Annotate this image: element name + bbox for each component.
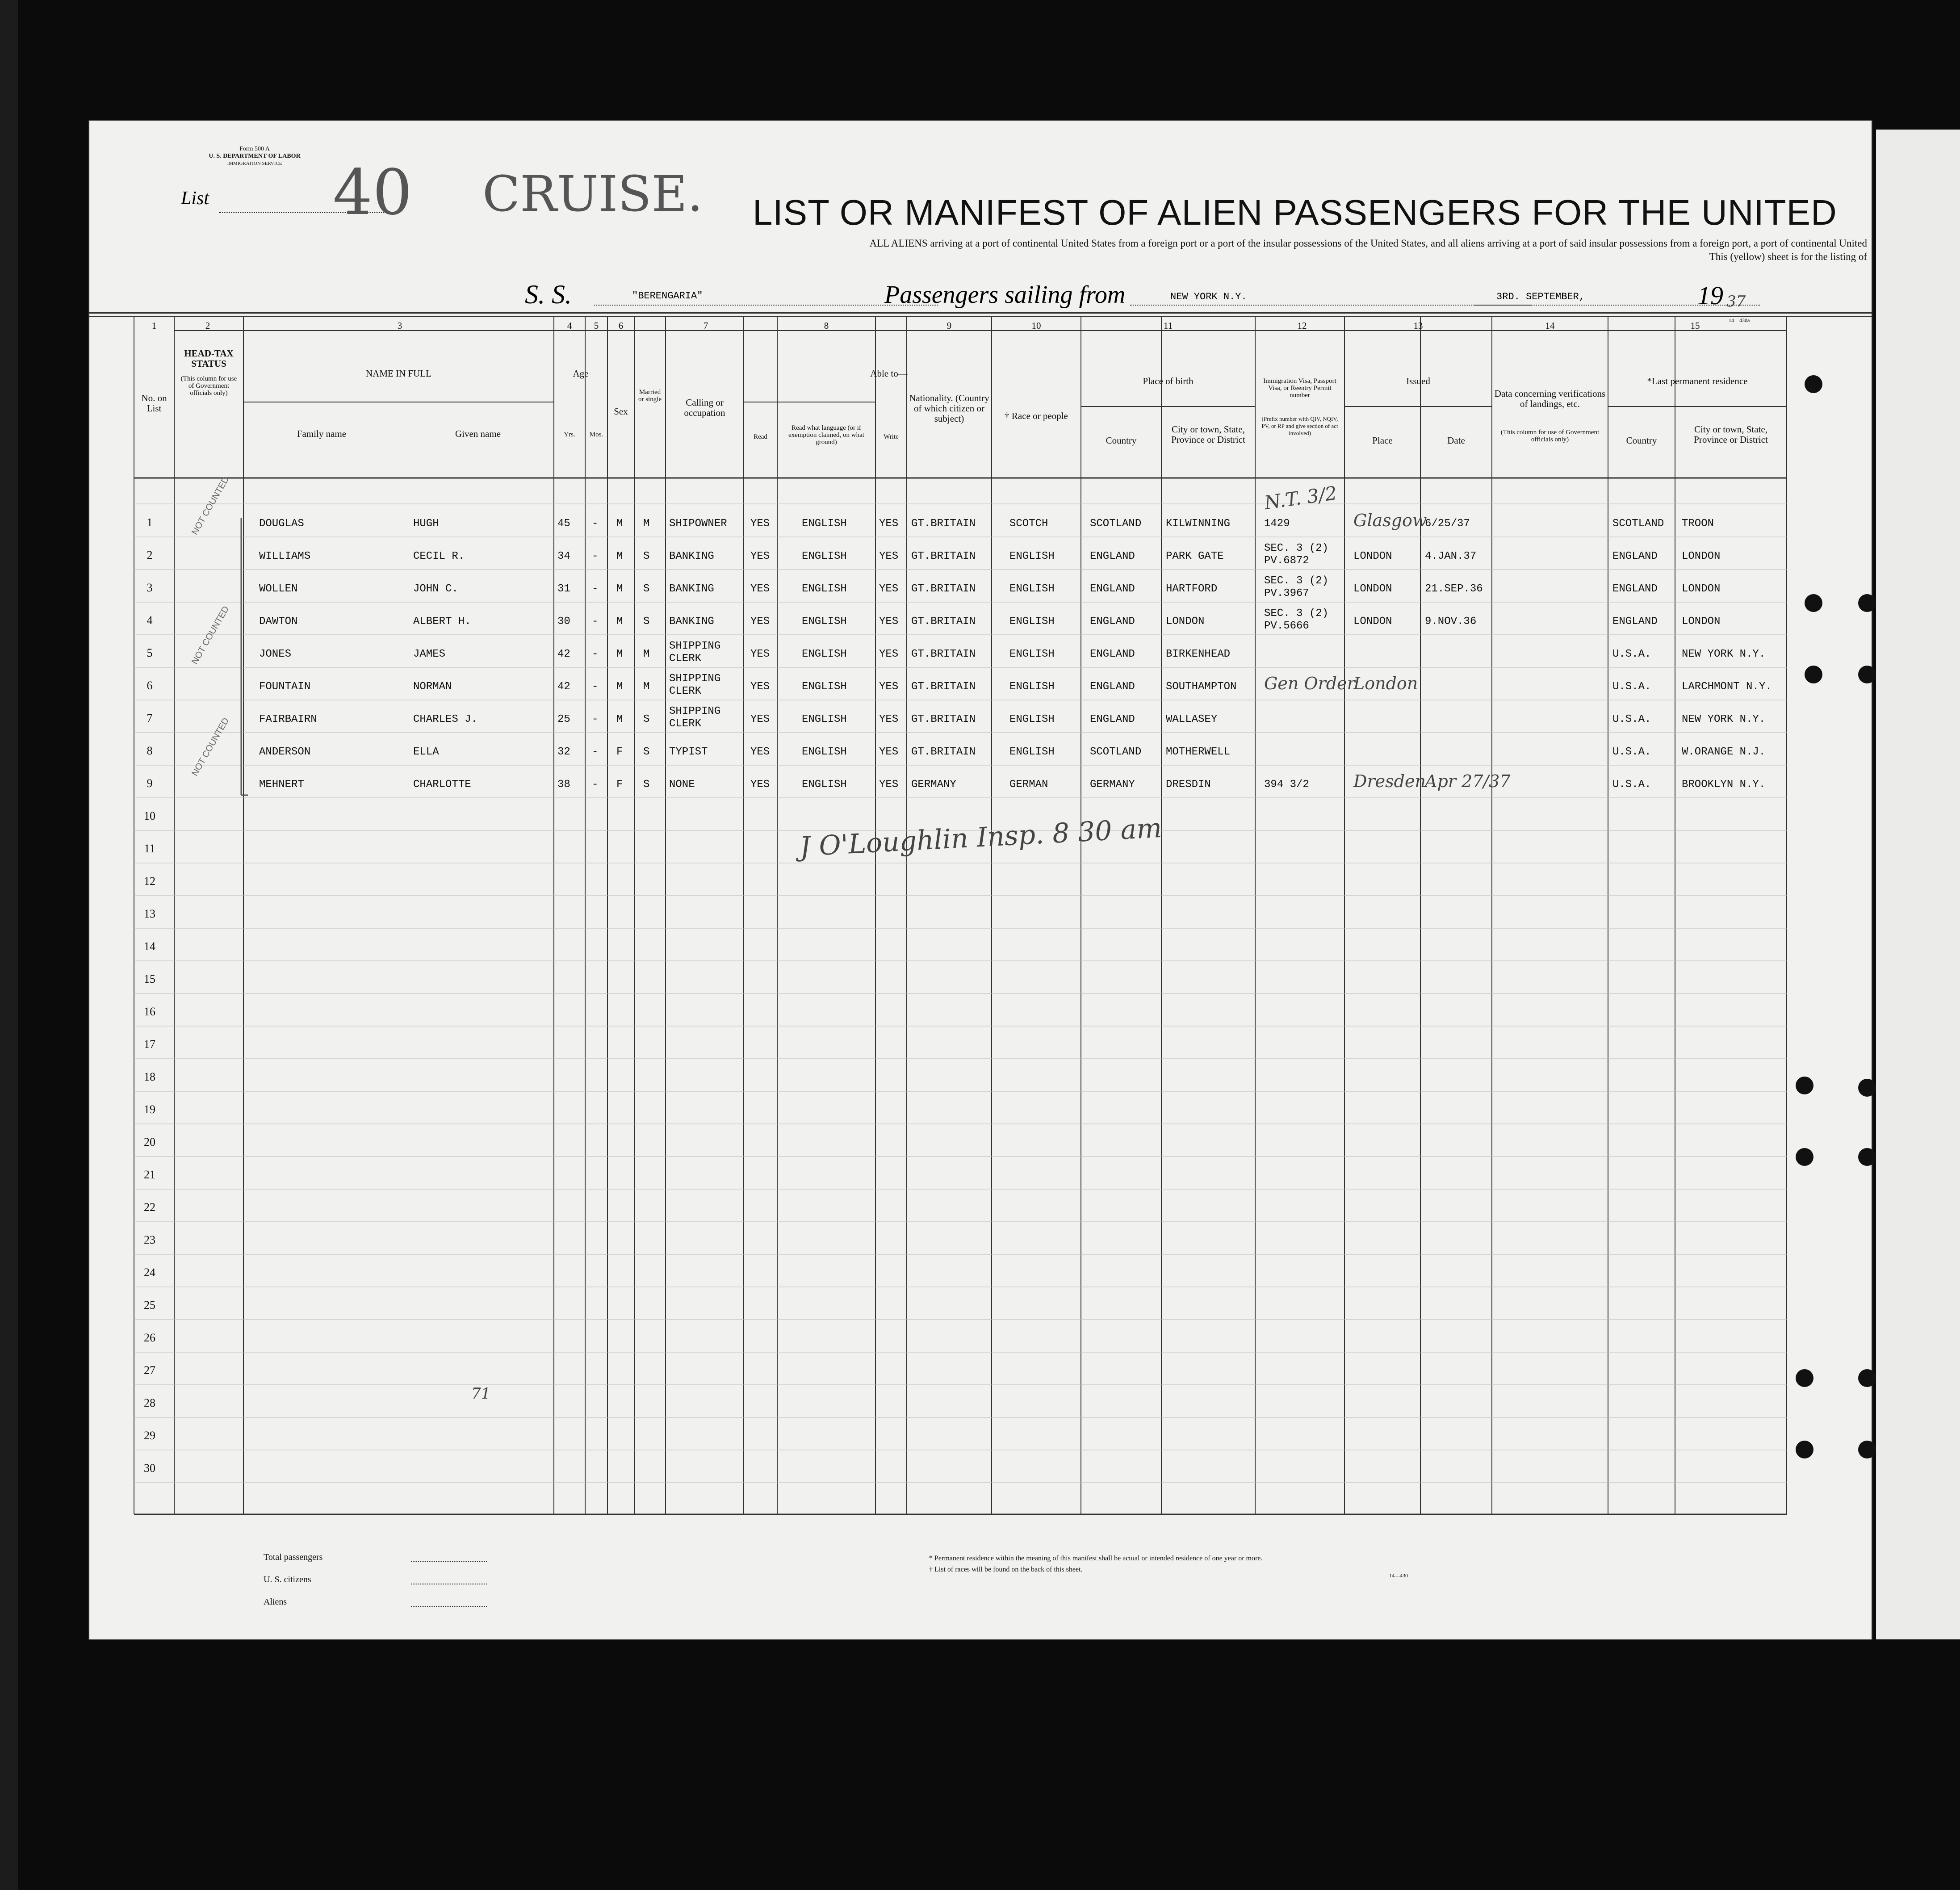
subtitle-line-1: ALL ALIENS arriving at a port of continental United States from a foreign port or a port of the insular possessions of the United States, and all aliens arriving at a port of said insular possessions from a foreign port, a port of continental United bbox=[869, 238, 1867, 249]
row-number: 1 bbox=[147, 516, 153, 529]
can-read: YES bbox=[750, 550, 770, 562]
race: ENGLISH bbox=[1009, 681, 1055, 693]
can-write: YES bbox=[879, 518, 899, 530]
residence-city: NEW YORK N.Y. bbox=[1682, 648, 1766, 660]
hdr-mos: Mos. bbox=[589, 431, 603, 438]
hdr-place-of-birth: Place of birth bbox=[1143, 376, 1194, 386]
sex: M bbox=[616, 713, 623, 725]
col-num-4: 4 bbox=[567, 320, 572, 331]
visa-number: 394 3/2 bbox=[1264, 779, 1309, 791]
row-number: 30 bbox=[144, 1462, 155, 1475]
race: GERMAN bbox=[1009, 779, 1048, 791]
table-grid bbox=[89, 121, 1872, 1639]
footnote-residence: * Permanent residence within the meaning of this manifest shall be actual or intended residence of one year or more. bbox=[929, 1555, 1263, 1562]
occupation: SHIPPING bbox=[669, 705, 721, 717]
family-name: FOUNTAIN bbox=[259, 681, 311, 693]
marital-status: M bbox=[643, 518, 650, 530]
hdr-last-residence: *Last permanent residence bbox=[1647, 376, 1748, 386]
sex: M bbox=[616, 681, 623, 693]
can-write: YES bbox=[879, 648, 899, 660]
sailing-date: 3RD. SEPTEMBER, bbox=[1496, 291, 1585, 302]
hdr-given-name: Given name bbox=[455, 428, 501, 439]
nationality: GT.BRITAIN bbox=[911, 681, 976, 693]
list-number: 40 bbox=[333, 156, 413, 229]
row-number: 25 bbox=[144, 1299, 155, 1312]
marital-status: S bbox=[643, 713, 650, 725]
punch-hole bbox=[1858, 1441, 1876, 1458]
footer-aliens: Aliens bbox=[264, 1597, 287, 1607]
read-language: ENGLISH bbox=[802, 746, 847, 758]
sex: M bbox=[616, 518, 623, 530]
residence-city: LONDON bbox=[1682, 583, 1721, 595]
read-language: ENGLISH bbox=[802, 648, 847, 660]
can-write: YES bbox=[879, 681, 899, 693]
marital-status: S bbox=[643, 616, 650, 628]
residence-country: U.S.A. bbox=[1612, 746, 1651, 758]
row-number: 7 bbox=[147, 712, 153, 725]
visa-number: SEC. 3 (2) bbox=[1264, 575, 1329, 587]
hdr-yrs: Yrs. bbox=[564, 431, 575, 438]
ss-label: S. S. bbox=[525, 280, 572, 309]
hdr-read: Read bbox=[754, 433, 767, 440]
col-num-1: 1 bbox=[151, 320, 157, 331]
can-write: YES bbox=[879, 550, 899, 562]
occupation: SHIPPING bbox=[669, 673, 721, 685]
row-number: 15 bbox=[144, 972, 155, 985]
hdr-head-tax-note: (This column for use of Government officials only) bbox=[180, 375, 237, 397]
family-name: FAIRBAIRN bbox=[259, 713, 317, 725]
row-number: 5 bbox=[147, 646, 153, 659]
occupation: BANKING bbox=[669, 616, 714, 628]
nt-annotation: N.T. 3/2 bbox=[1263, 482, 1339, 514]
given-name: CHARLOTTE bbox=[413, 779, 471, 791]
age-months: - bbox=[592, 616, 599, 628]
age-months: - bbox=[592, 746, 599, 758]
given-name: JAMES bbox=[413, 648, 446, 660]
punch-hole bbox=[1858, 666, 1876, 683]
issued-date: 4.JAN.37 bbox=[1425, 550, 1477, 562]
cruise-mark: CRUISE. bbox=[482, 165, 703, 222]
form-number: Form 500 A bbox=[239, 146, 270, 152]
row-number: 10 bbox=[144, 809, 155, 822]
row-number: 24 bbox=[144, 1266, 155, 1279]
col-num-11: 11 bbox=[1163, 320, 1173, 331]
hdr-family-name: Family name bbox=[297, 428, 347, 439]
residence-country: U.S.A. bbox=[1612, 648, 1651, 660]
sex: F bbox=[616, 779, 623, 791]
marital-status: S bbox=[643, 550, 650, 562]
residence-country: ENGLAND bbox=[1612, 550, 1658, 562]
birth-country: ENGLAND bbox=[1090, 616, 1135, 628]
col-num-9: 9 bbox=[946, 320, 952, 331]
birth-country: SCOTLAND bbox=[1090, 746, 1142, 758]
birth-country: ENGLAND bbox=[1090, 648, 1135, 660]
hdr-married: Married or single bbox=[638, 389, 662, 403]
footer-us-citizens: U. S. citizens bbox=[264, 1575, 311, 1584]
hdr-age: Age bbox=[573, 368, 589, 379]
nationality: GT.BRITAIN bbox=[911, 518, 976, 530]
family-name: DOUGLAS bbox=[259, 518, 304, 530]
row-number: 14 bbox=[144, 940, 155, 953]
age-months: - bbox=[592, 681, 599, 693]
row-number: 3 bbox=[147, 581, 153, 594]
col-num-13: 13 bbox=[1413, 320, 1423, 331]
ship-name: "BERENGARIA" bbox=[632, 290, 703, 302]
inspector-signature: J O'Loughlin Insp. 8 30 am bbox=[799, 812, 1163, 863]
race: SCOTCH bbox=[1009, 518, 1048, 530]
footnote-races: † List of races will be found on the back of this sheet. bbox=[929, 1566, 1083, 1573]
sex: M bbox=[616, 648, 623, 660]
occupation: SHIPOWNER bbox=[669, 518, 727, 530]
can-write: YES bbox=[879, 583, 899, 595]
punch-hole bbox=[1858, 1148, 1876, 1166]
issued-place: LONDON bbox=[1353, 616, 1392, 628]
birth-city: DRESDIN bbox=[1166, 779, 1211, 791]
residence-country: SCOTLAND bbox=[1612, 518, 1664, 530]
hdr-sex: Sex bbox=[614, 406, 628, 417]
punch-hole bbox=[1858, 1079, 1876, 1097]
can-read: YES bbox=[750, 648, 770, 660]
col-num-7: 7 bbox=[703, 320, 708, 331]
birth-country: ENGLAND bbox=[1090, 550, 1135, 562]
sex: M bbox=[616, 616, 623, 628]
race: ENGLISH bbox=[1009, 713, 1055, 725]
age-months: - bbox=[592, 779, 599, 791]
col-num-3: 3 bbox=[397, 320, 402, 331]
hdr-calling: Calling or occupation bbox=[684, 397, 725, 418]
race: ENGLISH bbox=[1009, 648, 1055, 660]
marital-status: M bbox=[643, 681, 650, 693]
sex: M bbox=[616, 583, 623, 595]
sailing-port: NEW YORK N.Y. bbox=[1170, 291, 1247, 302]
family-name: MEHNERT bbox=[259, 779, 304, 791]
row-number: 18 bbox=[144, 1070, 155, 1083]
can-read: YES bbox=[750, 681, 770, 693]
age-months: - bbox=[592, 583, 599, 595]
col-num-15: 15 bbox=[1690, 320, 1700, 331]
hdr-write: Write bbox=[884, 433, 899, 440]
race: ENGLISH bbox=[1009, 550, 1055, 562]
age-years: 30 bbox=[557, 616, 570, 628]
visa-number: SEC. 3 (2) bbox=[1264, 542, 1329, 554]
race: ENGLISH bbox=[1009, 583, 1055, 595]
given-name: HUGH bbox=[413, 518, 439, 530]
read-language: ENGLISH bbox=[802, 681, 847, 693]
row-number: 6 bbox=[147, 679, 153, 692]
issued-date: 21.SEP.36 bbox=[1425, 583, 1483, 595]
age-years: 34 bbox=[557, 550, 570, 562]
punch-hole bbox=[1858, 1369, 1876, 1387]
hdr-head-tax: HEAD-TAX STATUS bbox=[184, 348, 234, 369]
service: IMMIGRATION SERVICE bbox=[227, 161, 282, 166]
residence-city: NEW YORK N.Y. bbox=[1682, 713, 1766, 725]
year-prefix: 19 bbox=[1697, 281, 1723, 310]
birth-country: ENGLAND bbox=[1090, 681, 1135, 693]
can-read: YES bbox=[750, 746, 770, 758]
row-number: 9 bbox=[147, 777, 153, 790]
given-name: CHARLES J. bbox=[413, 713, 478, 725]
col-num-2: 2 bbox=[205, 320, 210, 331]
next-page-edge bbox=[1876, 130, 1960, 1639]
hdr-res-country: Country bbox=[1626, 435, 1657, 446]
age-years: 25 bbox=[557, 713, 570, 725]
residence-country: ENGLAND bbox=[1612, 616, 1658, 628]
age-months: - bbox=[592, 648, 599, 660]
hdr-able-to: Able to— bbox=[870, 368, 908, 379]
can-write: YES bbox=[879, 616, 899, 628]
row-number: 22 bbox=[144, 1201, 155, 1214]
manifest-sheet bbox=[89, 121, 1872, 1639]
hdr-birth-country: Country bbox=[1106, 435, 1137, 446]
row-number: 23 bbox=[144, 1233, 155, 1246]
issued-place: London bbox=[1353, 674, 1418, 693]
margin-number: 14—430a bbox=[1729, 317, 1750, 323]
issued-date: 6/25/37 bbox=[1425, 518, 1470, 530]
year-suffix: 37 bbox=[1726, 293, 1746, 310]
row-number: 21 bbox=[144, 1168, 155, 1181]
occupation: NONE bbox=[669, 779, 695, 791]
list-label: List bbox=[181, 188, 209, 209]
can-read: YES bbox=[750, 713, 770, 725]
not-counted-stamp-1: NOT COUNTED bbox=[190, 475, 231, 536]
hdr-name-in-full: NAME IN FULL bbox=[366, 368, 431, 379]
hdr-race: † Race or people bbox=[1005, 411, 1068, 421]
occupation: BANKING bbox=[669, 550, 714, 562]
punch-hole bbox=[1796, 1441, 1813, 1458]
given-name: JOHN C. bbox=[413, 583, 458, 595]
age-months: - bbox=[592, 550, 599, 562]
hdr-visa: Immigration Visa, Passport Visa, or Reentry Permit number bbox=[1263, 377, 1336, 399]
row-number: 8 bbox=[147, 744, 153, 757]
nationality: GT.BRITAIN bbox=[911, 550, 976, 562]
family-name: JONES bbox=[259, 648, 292, 660]
sailing-label: Passengers sailing from bbox=[884, 281, 1126, 309]
can-read: YES bbox=[750, 583, 770, 595]
row-number: 13 bbox=[144, 907, 155, 920]
residence-city: W.ORANGE N.J. bbox=[1682, 746, 1766, 758]
hdr-issued-date: Date bbox=[1447, 435, 1465, 446]
occupation: TYPIST bbox=[669, 746, 708, 758]
read-language: ENGLISH bbox=[802, 518, 847, 530]
hdr-issued: Issued bbox=[1406, 376, 1430, 386]
read-language: ENGLISH bbox=[802, 713, 847, 725]
residence-country: U.S.A. bbox=[1612, 779, 1651, 791]
age-years: 42 bbox=[557, 648, 570, 660]
row-number: 20 bbox=[144, 1136, 155, 1148]
birth-city: LONDON bbox=[1166, 616, 1205, 628]
issued-place: Dresden bbox=[1353, 771, 1426, 791]
col-num-6: 6 bbox=[618, 320, 624, 331]
punch-hole bbox=[1796, 1369, 1813, 1387]
age-months: - bbox=[592, 518, 599, 530]
row-number: 16 bbox=[144, 1005, 155, 1018]
punch-hole bbox=[1805, 375, 1822, 393]
given-name: NORMAN bbox=[413, 681, 452, 693]
hdr-issued-place: Place bbox=[1372, 435, 1393, 446]
read-language: ENGLISH bbox=[802, 583, 847, 595]
occupation: SHIPPING bbox=[669, 640, 721, 652]
marital-status: S bbox=[643, 746, 650, 758]
residence-country: U.S.A. bbox=[1612, 713, 1651, 725]
row-number: 12 bbox=[144, 875, 155, 888]
can-read: YES bbox=[750, 518, 770, 530]
punch-hole bbox=[1796, 1148, 1813, 1166]
footer-form-code: 14—430 bbox=[1389, 1572, 1408, 1579]
hdr-visa-note: (Prefix number with QIV, NQIV, PV, or RP and give section of act involved) bbox=[1261, 415, 1338, 436]
age-years: 31 bbox=[557, 583, 570, 595]
total-line bbox=[411, 1561, 487, 1562]
hdr-verifications-note: (This column for use of Government officials only) bbox=[1500, 429, 1600, 443]
hdr-no-on-list: No. on List bbox=[141, 393, 167, 414]
read-language: ENGLISH bbox=[802, 779, 847, 791]
given-name: ALBERT H. bbox=[413, 616, 471, 628]
birth-country: SCOTLAND bbox=[1090, 518, 1142, 530]
nationality: GT.BRITAIN bbox=[911, 583, 976, 595]
residence-city: TROON bbox=[1682, 518, 1714, 530]
family-name: WILLIAMS bbox=[259, 550, 311, 562]
given-name: ELLA bbox=[413, 746, 439, 758]
family-name: WOLLEN bbox=[259, 583, 298, 595]
occupation-line-2: CLERK bbox=[669, 718, 702, 730]
residence-country: U.S.A. bbox=[1612, 681, 1651, 693]
age-years: 32 bbox=[557, 746, 570, 758]
issued-date: 9.NOV.36 bbox=[1425, 616, 1477, 628]
col-num-14: 14 bbox=[1545, 320, 1555, 331]
occupation: BANKING bbox=[669, 583, 714, 595]
occupation-line-2: CLERK bbox=[669, 653, 702, 665]
visa-number: 1429 bbox=[1264, 518, 1290, 530]
residence-city: LONDON bbox=[1682, 550, 1721, 562]
hdr-birth-city: City or town, State, Province or District bbox=[1171, 424, 1245, 445]
birth-city: BIRKENHEAD bbox=[1166, 648, 1231, 660]
read-language: ENGLISH bbox=[802, 616, 847, 628]
hdr-read-lang: Read what language (or if exemption claimed, on what ground) bbox=[788, 424, 864, 446]
not-counted-stamp-3: NOT COUNTED bbox=[190, 716, 231, 778]
issued-place: Glasgow bbox=[1353, 511, 1427, 530]
age-years: 42 bbox=[557, 681, 570, 693]
residence-country: ENGLAND bbox=[1612, 583, 1658, 595]
residence-city: LARCHMONT N.Y. bbox=[1682, 681, 1772, 693]
sex: F bbox=[616, 746, 623, 758]
read-language: ENGLISH bbox=[802, 550, 847, 562]
age-years: 45 bbox=[557, 518, 570, 530]
birth-city: KILWINNING bbox=[1166, 518, 1231, 530]
can-write: YES bbox=[879, 779, 899, 791]
col-num-5: 5 bbox=[594, 320, 599, 331]
birth-city: SOUTHAMPTON bbox=[1166, 681, 1237, 693]
birth-country: GERMANY bbox=[1090, 779, 1135, 791]
given-name: CECIL R. bbox=[413, 550, 465, 562]
department: U. S. DEPARTMENT OF LABOR bbox=[209, 153, 301, 159]
marital-status: M bbox=[643, 648, 650, 660]
visa-number: Gen Order bbox=[1264, 674, 1355, 693]
birth-country: ENGLAND bbox=[1090, 713, 1135, 725]
family-name: DAWTON bbox=[259, 616, 298, 628]
col-num-12: 12 bbox=[1297, 320, 1307, 331]
birth-city: PARK GATE bbox=[1166, 550, 1224, 562]
row-number: 2 bbox=[147, 549, 153, 562]
page-mark: 71 bbox=[471, 1385, 491, 1403]
issued-place: LONDON bbox=[1353, 550, 1392, 562]
punch-hole bbox=[1796, 1077, 1813, 1094]
punch-hole bbox=[1858, 594, 1876, 612]
punch-hole bbox=[1805, 594, 1822, 612]
nationality: GT.BRITAIN bbox=[911, 713, 976, 725]
row-number: 4 bbox=[147, 614, 153, 627]
issued-date: Apr 27/37 bbox=[1425, 771, 1511, 791]
family-name: ANDERSON bbox=[259, 746, 311, 758]
can-write: YES bbox=[879, 746, 899, 758]
row-number: 11 bbox=[144, 842, 155, 855]
nationality: GT.BRITAIN bbox=[911, 616, 976, 628]
visa-number-line-2: PV.6872 bbox=[1264, 555, 1309, 567]
nationality: GT.BRITAIN bbox=[911, 746, 976, 758]
scan-edge bbox=[0, 0, 18, 1890]
col-num-8: 8 bbox=[824, 320, 829, 331]
aliens-line bbox=[411, 1606, 487, 1607]
manifest-title: LIST OR MANIFEST OF ALIEN PASSENGERS FOR THE UNITED bbox=[753, 193, 1837, 232]
not-counted-stamp-2: NOT COUNTED bbox=[190, 604, 231, 666]
race: ENGLISH bbox=[1009, 616, 1055, 628]
row-number: 28 bbox=[144, 1396, 155, 1409]
marital-status: S bbox=[643, 779, 650, 791]
can-write: YES bbox=[879, 713, 899, 725]
residence-city: BROOKLYN N.Y. bbox=[1682, 779, 1766, 791]
hdr-res-city: City or town, State, Province or District bbox=[1694, 424, 1768, 445]
punch-hole bbox=[1805, 666, 1822, 683]
visa-number-line-2: PV.3967 bbox=[1264, 587, 1309, 599]
row-number: 17 bbox=[144, 1038, 155, 1051]
can-read: YES bbox=[750, 779, 770, 791]
issued-place: LONDON bbox=[1353, 583, 1392, 595]
birth-city: MOTHERWELL bbox=[1166, 746, 1231, 758]
nationality: GT.BRITAIN bbox=[911, 648, 976, 660]
sex: M bbox=[616, 550, 623, 562]
row-number: 26 bbox=[144, 1331, 155, 1344]
birth-city: WALLASEY bbox=[1166, 713, 1218, 725]
age-months: - bbox=[592, 713, 599, 725]
nationality: GERMANY bbox=[911, 779, 956, 791]
subtitle-line-2: This (yellow) sheet is for the listing of bbox=[1709, 251, 1867, 262]
marital-status: S bbox=[643, 583, 650, 595]
visa-number: SEC. 3 (2) bbox=[1264, 608, 1329, 620]
can-read: YES bbox=[750, 616, 770, 628]
footer-total-passengers: Total passengers bbox=[264, 1552, 323, 1562]
birth-city: HARTFORD bbox=[1166, 583, 1218, 595]
birth-country: ENGLAND bbox=[1090, 583, 1135, 595]
visa-number-line-2: PV.5666 bbox=[1264, 620, 1309, 632]
age-years: 38 bbox=[557, 779, 570, 791]
occupation-line-2: CLERK bbox=[669, 685, 702, 697]
residence-city: LONDON bbox=[1682, 616, 1721, 628]
row-number: 29 bbox=[144, 1429, 155, 1442]
row-number: 27 bbox=[144, 1364, 155, 1377]
col-num-10: 10 bbox=[1031, 320, 1041, 331]
hdr-nationality: Nationality. (Country of which citizen or subject) bbox=[909, 393, 989, 424]
hdr-verifications: Data concerning verifications of landings, etc. bbox=[1494, 388, 1606, 409]
row-number: 19 bbox=[144, 1103, 155, 1116]
race: ENGLISH bbox=[1009, 746, 1055, 758]
